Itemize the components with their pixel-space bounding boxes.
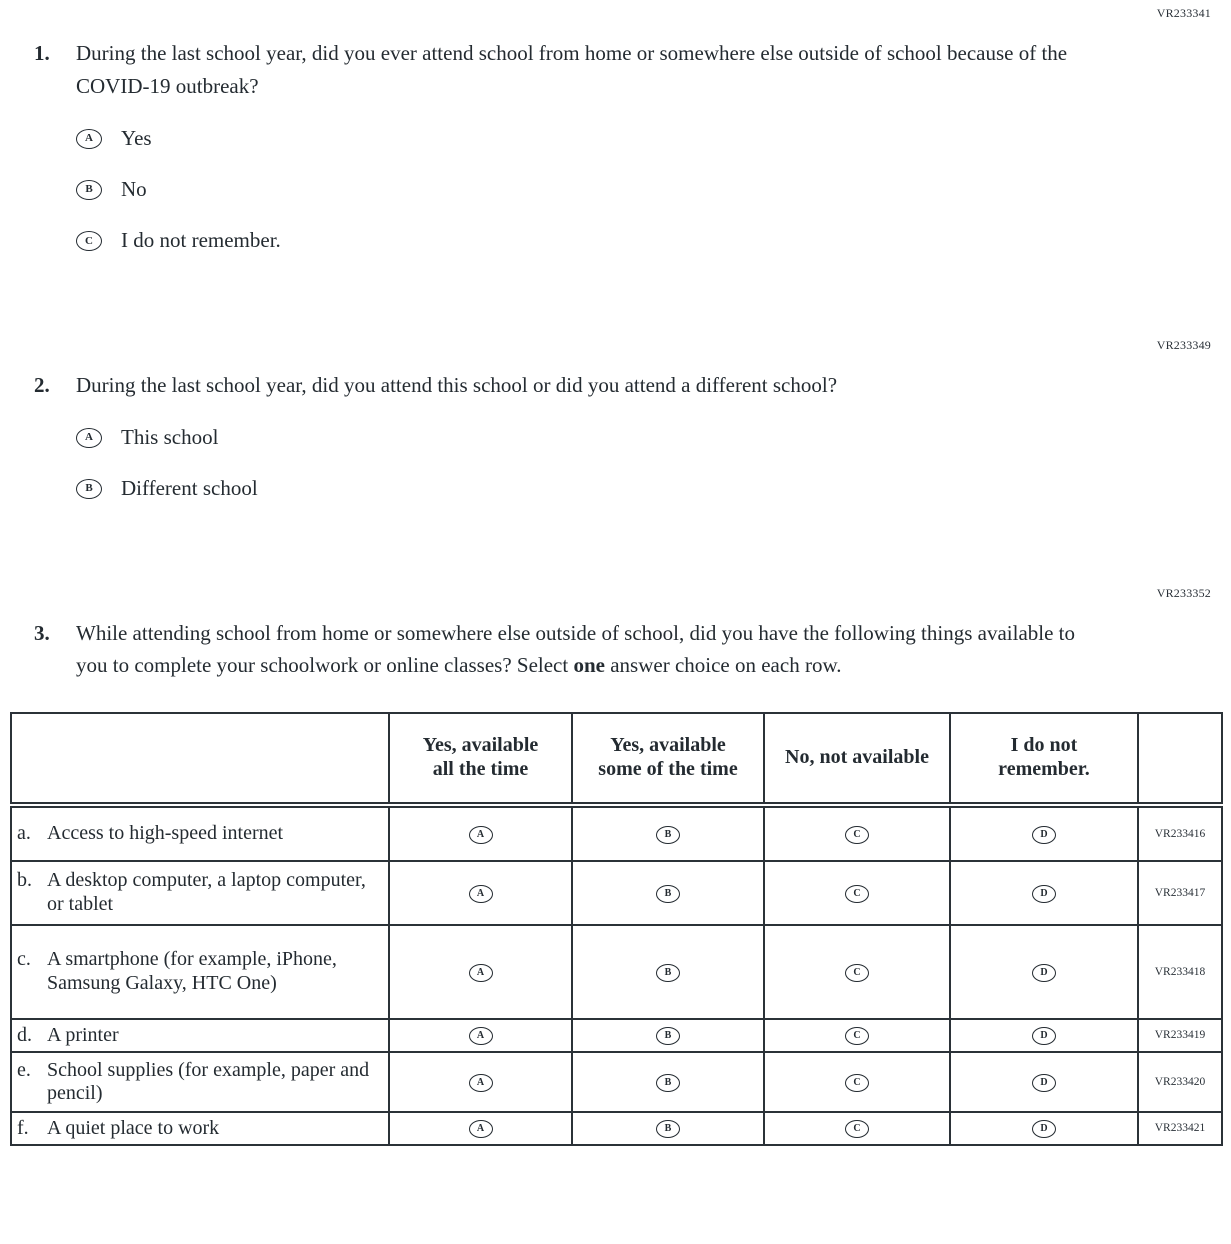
question-2-code: VR233349 [1156,337,1211,352]
row-item-label [11,805,389,861]
answer-cell-b[interactable] [572,1052,764,1112]
row-item-label [11,925,389,1019]
row-code: VR233419 [1138,1019,1222,1052]
answer-cell-c[interactable] [764,861,950,925]
answer-bubble-c[interactable]: C [845,1074,869,1092]
answer-cell-d[interactable] [950,861,1138,925]
answer-cell-b[interactable] [572,861,764,925]
row-prefix: c. [17,948,31,971]
table-row-computer [11,861,1222,925]
answer-option-label: Different school [121,476,258,501]
question-1-heading [34,37,1211,102]
answer-cell-a[interactable] [389,1052,572,1112]
question-2-heading [34,369,1211,402]
header-yes-some-of-the-time: Yes, available some of the time [572,713,764,805]
answer-bubble-b[interactable]: B [656,1027,680,1045]
answer-bubble-a[interactable]: A [469,964,493,982]
answer-cell-a[interactable] [389,1019,572,1052]
row-code: VR233420 [1138,1052,1222,1112]
answer-bubble-c[interactable]: C [76,231,102,251]
header-item-blank [11,713,389,805]
answer-bubble-c[interactable]: C [845,1120,869,1138]
table-row-quiet-place [11,1112,1222,1145]
question-1 [34,37,1211,254]
answer-bubble-d[interactable]: D [1032,1027,1056,1045]
row-label: A desktop computer, a laptop computer, or tablet [47,869,366,915]
answer-cell-d[interactable] [950,1019,1138,1052]
answer-bubble-a[interactable]: A [469,1120,493,1138]
answer-bubble-a[interactable]: A [469,1074,493,1092]
answer-bubble-c[interactable]: C [845,1027,869,1045]
answer-bubble-a[interactable]: A [76,428,102,448]
answer-bubble-b[interactable]: B [656,885,680,903]
question-text [76,617,1076,682]
answer-bubble-b[interactable]: B [656,1074,680,1092]
table-row-school-supplies [11,1052,1222,1112]
answer-cell-c[interactable] [764,1112,950,1145]
row-prefix: d. [17,1023,32,1046]
answer-bubble-a[interactable]: A [469,1027,493,1045]
header-yes-all-the-time: Yes, available all the time [389,713,572,805]
answer-bubble-c[interactable]: C [845,885,869,903]
row-code: VR233421 [1138,1112,1222,1145]
answer-cell-a[interactable] [389,1112,572,1145]
answer-bubble-b[interactable]: B [76,479,102,499]
question-1-options [76,126,1211,254]
answer-bubble-b[interactable]: B [76,180,102,200]
row-prefix: e. [17,1058,31,1081]
answer-cell-b[interactable] [572,1019,764,1052]
question-3-code: VR233352 [1156,585,1211,600]
answer-cell-a[interactable] [389,861,572,925]
answer-bubble-d[interactable]: D [1032,1074,1056,1092]
answer-cell-c[interactable] [764,1019,950,1052]
row-item-label [11,861,389,925]
row-code: VR233416 [1138,805,1222,861]
row-label: A printer [47,1023,119,1046]
answer-cell-b[interactable] [572,805,764,861]
answer-bubble-c[interactable]: C [845,964,869,982]
option-q2-this-school[interactable] [76,425,218,450]
answer-bubble-d[interactable]: D [1032,826,1056,844]
answer-option-label: This school [121,425,219,450]
answer-cell-d[interactable] [950,925,1138,1019]
answer-cell-d[interactable] [950,1052,1138,1112]
question-2 [34,369,1211,502]
answer-bubble-d[interactable]: D [1032,964,1056,982]
option-q2-different-school[interactable] [76,476,258,501]
answer-cell-c[interactable] [764,1052,950,1112]
answer-cell-c[interactable] [764,805,950,861]
answer-bubble-b[interactable]: B [656,964,680,982]
answer-cell-c[interactable] [764,925,950,1019]
question-text: During the last school year, did you attend this school or did you attend a different school? [76,372,838,397]
question-text-part: answer choice on each row. [604,653,842,678]
question-3-heading [34,617,1211,682]
question-text-bold: one [573,653,605,678]
answer-bubble-a[interactable]: A [469,826,493,844]
question-text-part: While attending school from home or somewhere else outside of school, did you have the following things available to you to complete your schoolwork or online classes? Select [76,620,1076,678]
row-item-label [11,1112,389,1145]
availability-table [10,712,1223,1146]
answer-option-label: No [121,177,147,202]
row-label: School supplies (for example, paper and pencil) [47,1058,370,1104]
answer-option-label: Yes [121,126,152,151]
row-code: VR233418 [1138,925,1222,1019]
answer-cell-d[interactable] [950,805,1138,861]
option-q1-yes[interactable] [76,126,152,151]
header-no-not-available: No, not available [764,713,950,805]
question-1-code: VR233341 [1156,6,1211,20]
question-number: 2. [34,372,50,397]
question-3 [34,617,1211,682]
answer-bubble-a[interactable]: A [469,885,493,903]
answer-bubble-a[interactable]: A [76,129,102,149]
table-row-internet [11,805,1222,861]
question-2-options [76,425,1211,501]
row-prefix: a. [17,822,31,845]
row-item-label [11,1019,389,1052]
row-label: A smartphone (for example, iPhone, Samsung Galaxy, HTC One) [47,948,337,994]
answer-cell-b[interactable] [572,925,764,1019]
question-number: 3. [34,620,50,645]
option-q1-do-not-remember[interactable] [76,228,281,253]
header-code-blank [1138,713,1222,805]
answer-cell-a[interactable] [389,805,572,861]
answer-cell-d[interactable] [950,1112,1138,1145]
row-label: Access to high-speed internet [47,822,284,845]
question-text: During the last school year, did you ever attend school from home or somewhere else outside of school because of the COVID-19 outbreak? [76,41,1068,98]
answer-cell-a[interactable] [389,925,572,1019]
header-i-do-not-remember: I do not remember. [950,713,1138,805]
option-q1-no[interactable] [76,177,147,202]
table-row-smartphone [11,925,1222,1019]
answer-bubble-c[interactable]: C [845,826,869,844]
answer-bubble-b[interactable]: B [656,1120,680,1138]
table-row-printer [11,1019,1222,1052]
row-label: A quiet place to work [47,1116,220,1139]
answer-option-label: I do not remember. [121,228,281,253]
row-item-label [11,1052,389,1112]
row-code: VR233417 [1138,861,1222,925]
answer-bubble-d[interactable]: D [1032,1120,1056,1138]
table-header-row [11,713,1222,805]
answer-bubble-b[interactable]: B [656,826,680,844]
question-number: 1. [34,41,50,65]
answer-cell-b[interactable] [572,1112,764,1145]
answer-bubble-d[interactable]: D [1032,885,1056,903]
row-prefix: f. [17,1116,29,1139]
row-prefix: b. [17,869,32,892]
